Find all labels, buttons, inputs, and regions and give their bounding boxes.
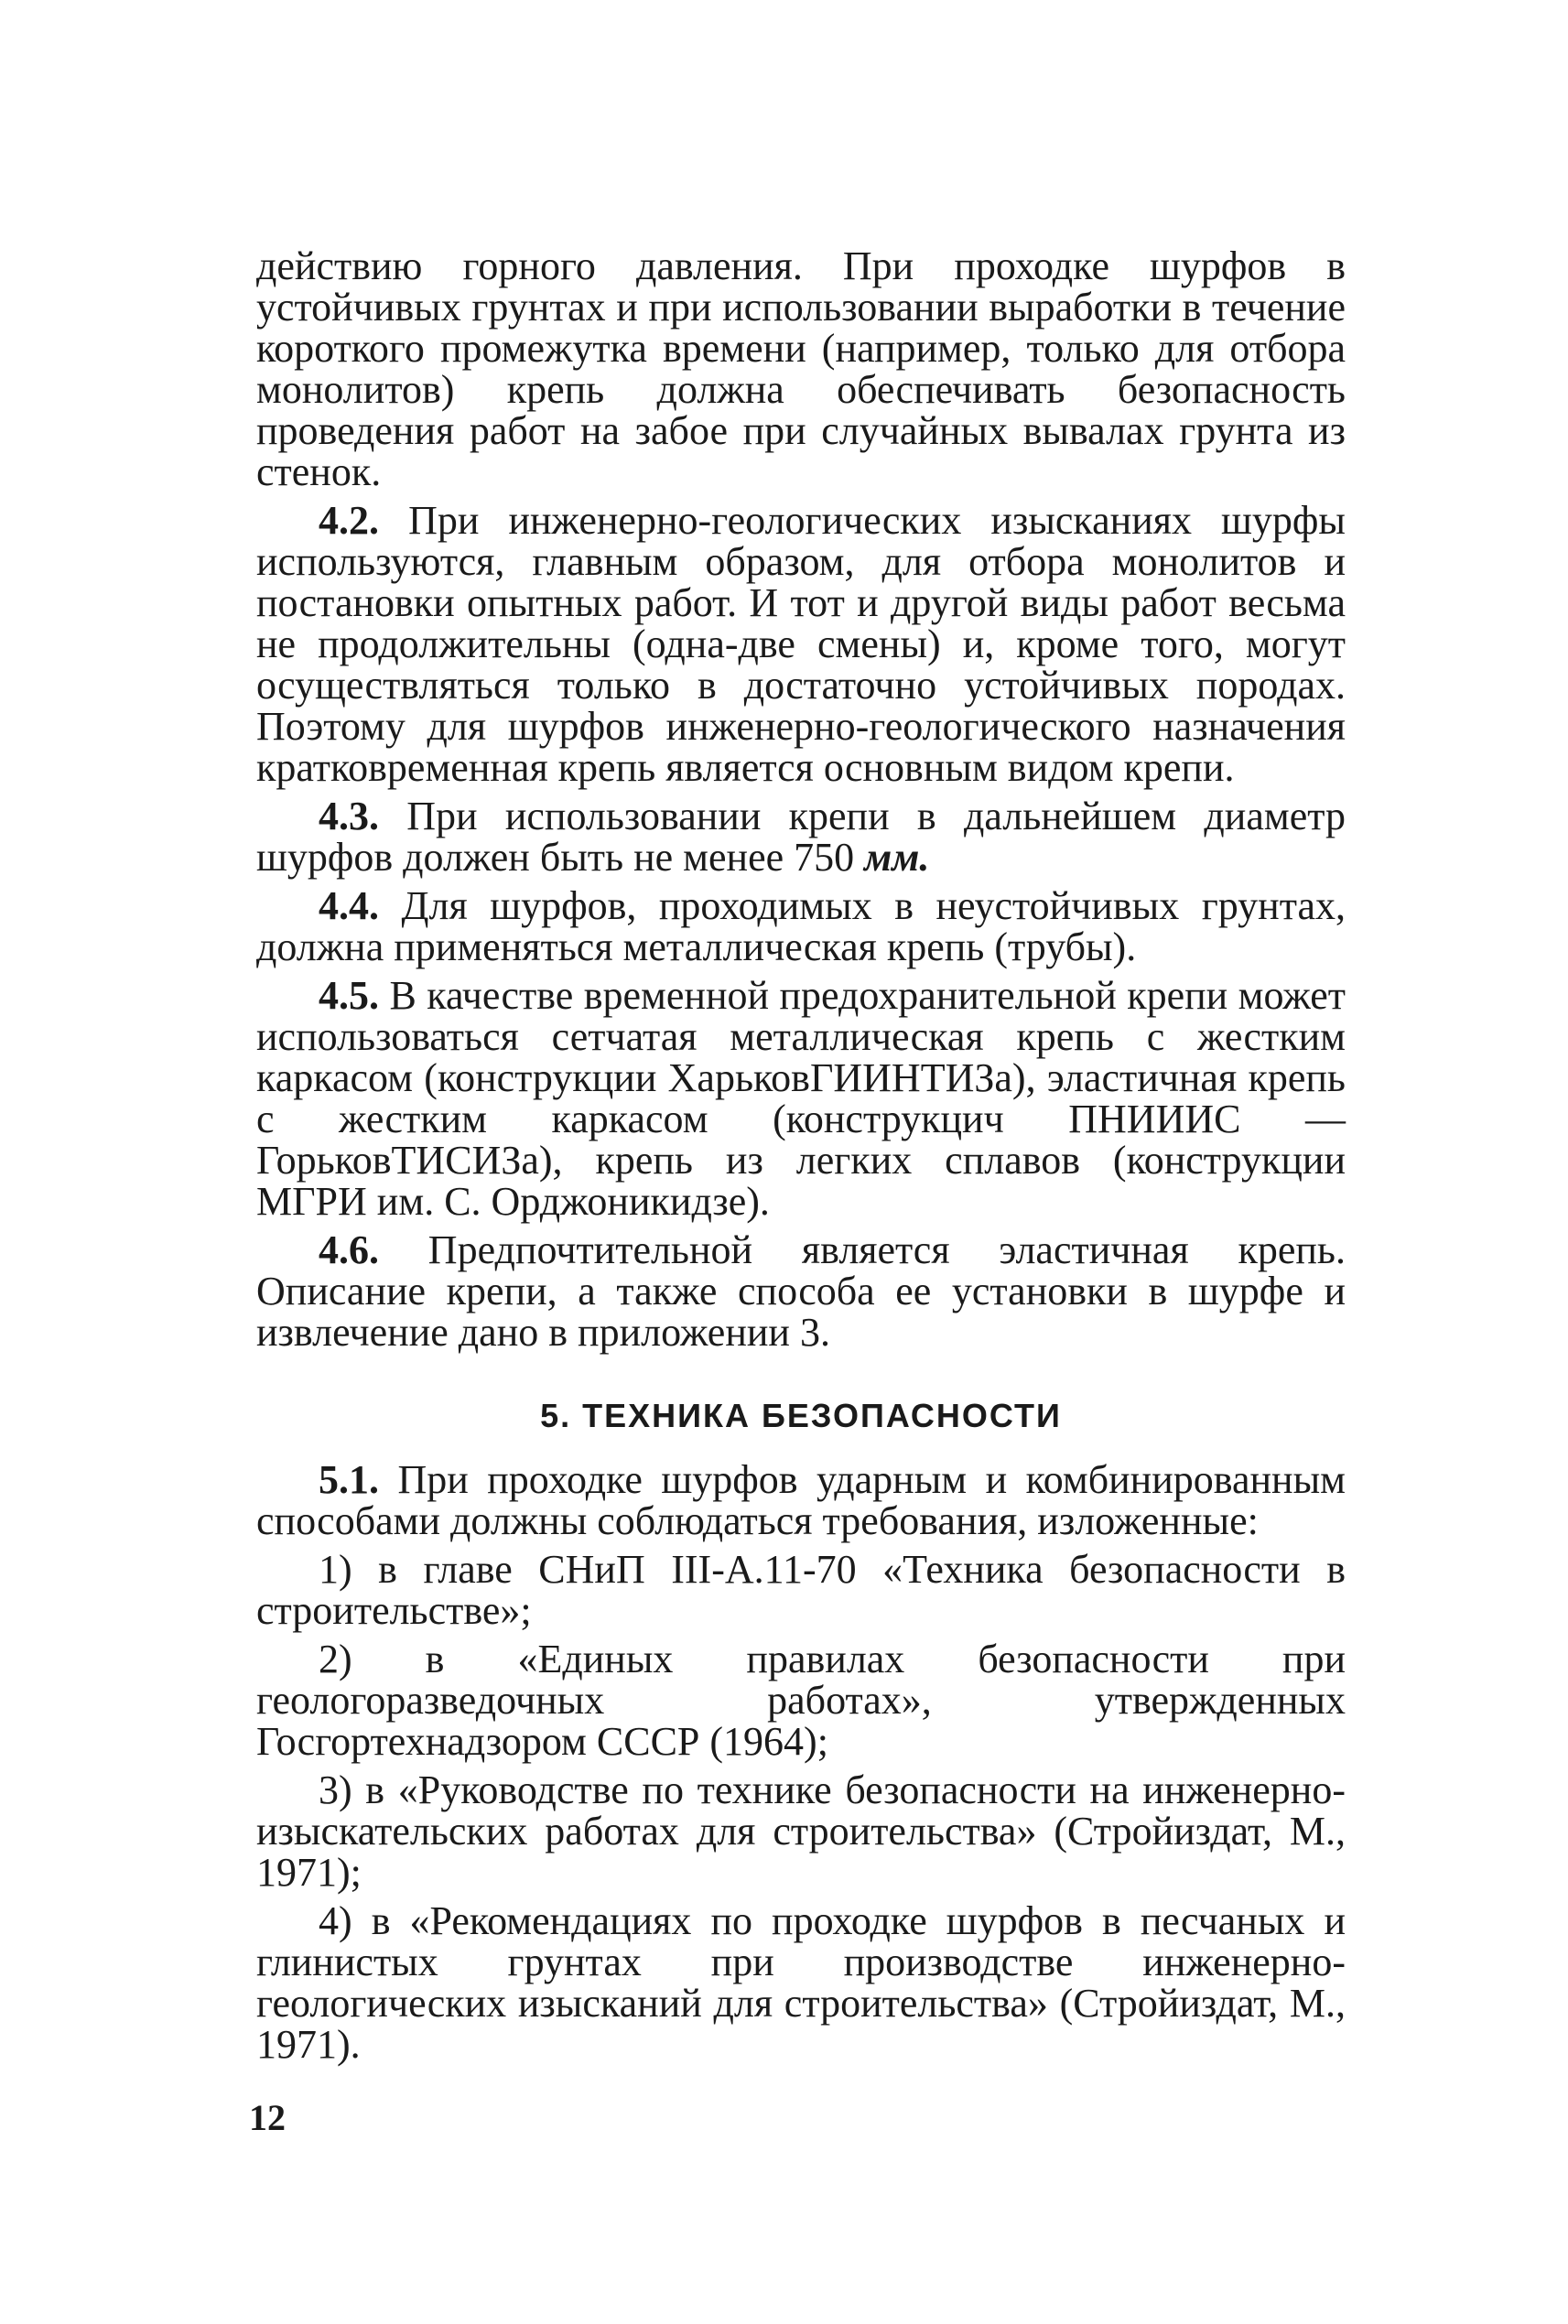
paragraph-number: 5.1. [319,1457,379,1502]
paragraph-4-6 [256,1229,1346,1353]
list-item: 4) в «Рекомендациях по проходке шурфов в песчаных и глинистых грунтах при производстве инженерно-геологических изысканий для строительства» (Стройиздат, М., 1971). [256,1898,1346,2067]
list-item: 1) в главе СНиП III-А.11-70 «Техника безопасности в строительстве»; [256,1547,1346,1633]
paragraph-5-1 [256,1459,1346,1541]
paragraph-number: 4.3. [319,794,379,838]
paragraph-text: При проходке шурфов ударным и комбинированным способами должны соблюдаться требования, изложенные: [256,1457,1346,1543]
paragraph-number: 4.5. [319,973,379,1018]
paragraph-4-2 [256,500,1346,788]
paragraph-4-5 [256,975,1346,1222]
page-number: 12 [249,2097,286,2138]
page-content [256,245,1346,2072]
paragraph-text: Предпочтительной является эластичная крепь. Описание крепи, а также способа ее установки в шурфе и извлечение дано в приложении 3. [256,1227,1346,1355]
paragraph-4-3 [256,795,1346,878]
paragraph-text: В качестве временной предохранительной крепи может использоваться сетчатая металлическая крепь с жестким каркасом (конструкции ХарьковГИИНТИЗа), эластичная крепь с жестким каркасом (конструкцич ПНИИИС — ГорьковТИСИЗа), крепь из легких сплавов (конструкции МГРИ им. С. Орджоникидзе). [256,973,1346,1224]
paragraph-text: Для шурфов, проходимых в неустойчивых грунтах, должна применяться металлическая крепь (трубы). [256,883,1346,969]
paragraph-number: 4.6. [319,1227,379,1272]
paragraph-text: При инженерно-геологических изысканиях шурфы используются, главным образом, для отбора монолитов и постановки опытных работ. И тот и другой виды работ весьма не продолжительны (одна-две смены) и, кроме того, могут осуществляться только в достаточно устойчивых породах. Поэтому для шурфов инженерно-геологического назначения кратковременная крепь является основным видом крепи. [256,498,1346,790]
list-item: 3) в «Руководстве по технике безопасности на инженерно-изыскательских работах для строительства» (Стройиздат, М., 1971); [256,1767,1346,1895]
list-item: 2) в «Единых правилах безопасности при геологоразведочных работах», утвержденных Госгортехнадзором СССР (1964); [256,1637,1346,1764]
paragraph-text: При использовании крепи в дальнейшем диаметр шурфов должен быть не менее 750 [256,794,1346,880]
paragraph-number: 4.4. [319,883,379,928]
paragraph-number: 4.2. [319,498,379,543]
paragraph-4-4 [256,885,1346,967]
intro-paragraph: действию горного давления. При проходке шурфов в устойчивых грунтах и при использовании выработки в течение короткого промежутка времени (например, только для отбора монолитов) крепь должна обеспечивать безопасность проведения работ на забое при случайных вывалах грунта из стенок. [256,243,1346,494]
unit-label: мм. [864,835,930,880]
section-title: 5. ТЕХНИКА БЕЗОПАСНОСТИ [540,1397,1062,1434]
